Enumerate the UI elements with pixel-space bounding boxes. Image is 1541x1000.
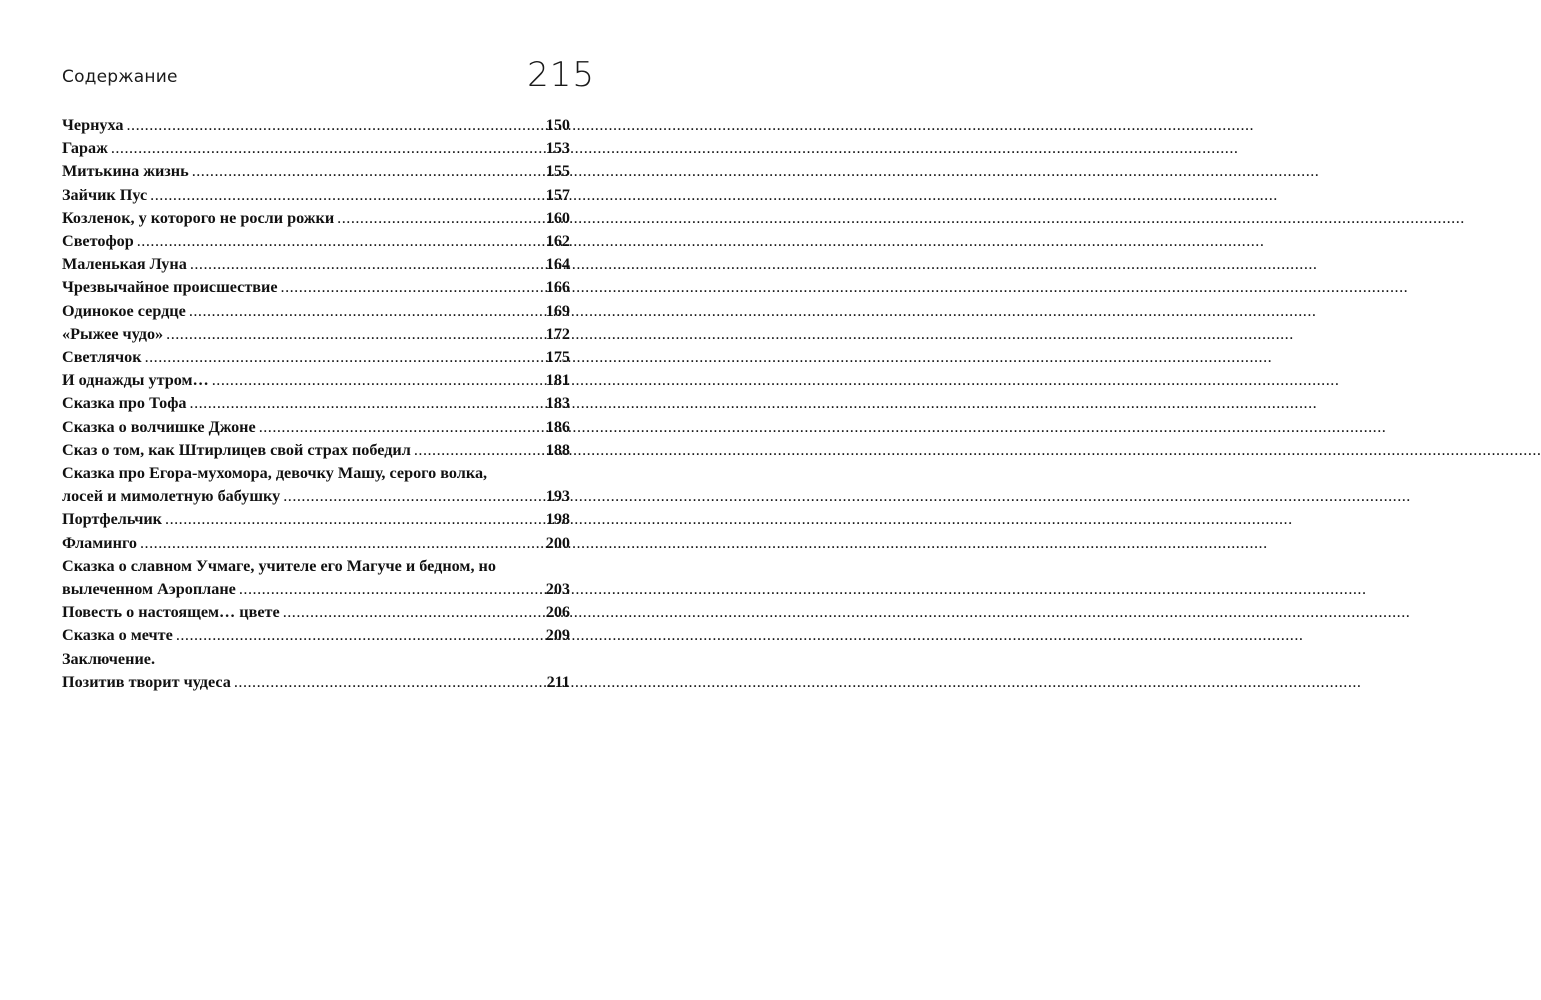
- toc-entry-title: Зайчик Пус: [62, 185, 148, 204]
- toc-entry[interactable]: [62, 300, 570, 323]
- toc-entry-page: 181: [545, 371, 570, 390]
- toc-entry-line: [62, 578, 570, 601]
- toc-entry-line: [62, 485, 570, 508]
- toc-entry-line: [62, 346, 570, 369]
- toc-entry-title: Сказка про Тофа: [62, 394, 187, 413]
- toc-entry-line: [62, 392, 570, 415]
- table-of-contents: [62, 114, 570, 694]
- toc-entry-title-line: Заключение.: [62, 649, 155, 668]
- toc-entry-page: 200: [545, 533, 570, 552]
- toc-entry[interactable]: [62, 648, 570, 694]
- toc-entry-title: Позитив творит чудеса: [62, 672, 231, 691]
- dot-leader: [150, 184, 543, 207]
- toc-entry-line: [62, 532, 570, 555]
- toc-entry-line: [62, 508, 570, 531]
- dot-leader: [259, 416, 543, 439]
- dot-leader: [126, 114, 542, 137]
- toc-entry-page: 209: [545, 626, 570, 645]
- toc-entry-page: 211: [546, 672, 570, 691]
- dot-leader: [337, 207, 543, 230]
- dot-leader: [190, 392, 543, 415]
- dot-leader: [281, 276, 543, 299]
- toc-entry[interactable]: [62, 392, 570, 415]
- toc-entry-line: [62, 137, 570, 160]
- toc-entry[interactable]: [62, 230, 570, 253]
- toc-entry-page: 150: [545, 116, 570, 134]
- toc-entry-line: [62, 439, 570, 462]
- toc-entry-line: [62, 624, 570, 647]
- toc-entry[interactable]: [62, 114, 570, 137]
- toc-entry-title: лосей и мимолетную бабушку: [62, 487, 281, 506]
- toc-entry-page: 155: [545, 162, 570, 181]
- dot-leader: [166, 323, 543, 346]
- toc-entry[interactable]: [62, 601, 570, 624]
- dot-leader: [234, 671, 544, 694]
- toc-entry-page: 153: [545, 139, 570, 158]
- toc-entry-page: 198: [545, 510, 570, 529]
- toc-entry-title: Сказка о мечте: [62, 626, 173, 645]
- toc-entry[interactable]: [62, 253, 570, 276]
- toc-entry-line: [62, 230, 570, 253]
- toc-entry[interactable]: [62, 462, 570, 508]
- toc-entry-title: «Рыжее чудо»: [62, 324, 164, 343]
- toc-entry-title: Светофор: [62, 232, 134, 251]
- page-header: [62, 55, 595, 105]
- toc-entry-title: Портфельчик: [62, 510, 163, 529]
- toc-entry[interactable]: [62, 508, 570, 531]
- toc-entry-page: 166: [545, 278, 570, 297]
- toc-entry-page: 186: [545, 417, 570, 436]
- toc-entry-title: Повесть о настоящем… цвете: [62, 603, 280, 622]
- toc-entry[interactable]: [62, 160, 570, 183]
- toc-entry-line: [62, 184, 570, 207]
- toc-entry-title: Чрезвычайное происшествие: [62, 278, 278, 297]
- dot-leader: [140, 532, 543, 555]
- toc-entry[interactable]: [62, 207, 570, 230]
- toc-entry-title: Светлячок: [62, 348, 142, 367]
- toc-entry-page: 169: [545, 301, 570, 320]
- toc-entry[interactable]: [62, 346, 570, 369]
- dot-leader: [137, 230, 543, 253]
- dot-leader: [145, 346, 543, 369]
- page-number: 215: [527, 55, 595, 95]
- toc-entry[interactable]: [62, 276, 570, 299]
- toc-entry[interactable]: [62, 323, 570, 346]
- toc-entry-page: 193: [545, 487, 570, 506]
- dot-leader: [111, 137, 543, 160]
- dot-leader: [165, 508, 543, 531]
- toc-entry-page: 157: [545, 185, 570, 204]
- toc-entry-page: 164: [545, 255, 570, 274]
- toc-entry[interactable]: [62, 137, 570, 160]
- dot-leader: [283, 485, 543, 508]
- toc-entry[interactable]: [62, 184, 570, 207]
- toc-entry-line: [62, 300, 570, 323]
- toc-entry[interactable]: [62, 555, 570, 601]
- section-title: Содержание: [62, 67, 178, 87]
- toc-entry-title: Козленок, у которого не росли рожки: [62, 208, 335, 227]
- dot-leader: [189, 300, 543, 323]
- toc-entry[interactable]: [62, 624, 570, 647]
- toc-entry-page: 162: [545, 232, 570, 251]
- dot-leader: [192, 160, 543, 183]
- toc-entry-title: Одинокое сердце: [62, 301, 186, 320]
- dot-leader: [190, 253, 543, 276]
- toc-entry-line: [62, 253, 570, 276]
- toc-entry[interactable]: [62, 416, 570, 439]
- toc-entry-line: [62, 416, 570, 439]
- toc-entry-line: [62, 671, 570, 694]
- toc-entry-page: 188: [545, 440, 570, 459]
- dot-leader: [212, 369, 543, 392]
- dot-leader: [239, 578, 543, 601]
- dot-leader: [176, 624, 543, 647]
- toc-entry-line: [62, 323, 570, 346]
- toc-entry-page: 160: [545, 208, 570, 227]
- toc-entry-title-line: Сказка о славном Учмаге, учителе его Магуче и бедном, но: [62, 556, 496, 575]
- toc-entry-title: Фламинго: [62, 533, 137, 552]
- dot-leader: [283, 601, 543, 624]
- toc-entry-line: [62, 276, 570, 299]
- toc-entry-page: 206: [545, 603, 570, 622]
- toc-entry-title: Маленькая Луна: [62, 255, 187, 274]
- toc-entry-title: Сказ о том, как Штирлицев свой страх победил: [62, 440, 411, 459]
- toc-entry[interactable]: [62, 439, 570, 462]
- toc-entry-line: [62, 601, 570, 624]
- toc-entry-page: 172: [545, 324, 570, 343]
- toc-entry-title: Гараж: [62, 139, 108, 158]
- toc-entry-title: Митькина жизнь: [62, 162, 189, 181]
- dot-leader: [414, 439, 543, 462]
- toc-entry-line: [62, 369, 570, 392]
- toc-entry-title: Сказка о волчишке Джоне: [62, 417, 256, 436]
- toc-entry-page: 175: [545, 348, 570, 367]
- toc-entry-line: [62, 114, 570, 137]
- toc-entry-page: 183: [545, 394, 570, 413]
- toc-entry-page: 203: [545, 580, 570, 599]
- toc-entry-line: [62, 207, 570, 230]
- toc-entry-title: вылеченном Аэроплане: [62, 580, 236, 599]
- toc-entry[interactable]: [62, 369, 570, 392]
- toc-entry-line: [62, 160, 570, 183]
- toc-entry-title: Чернуха: [62, 116, 124, 134]
- toc-entry-title-line: Сказка про Егора-мухомора, девочку Машу, серого волка,: [62, 464, 488, 483]
- toc-entry[interactable]: [62, 532, 570, 555]
- toc-entry-title: И однажды утром…: [62, 371, 209, 390]
